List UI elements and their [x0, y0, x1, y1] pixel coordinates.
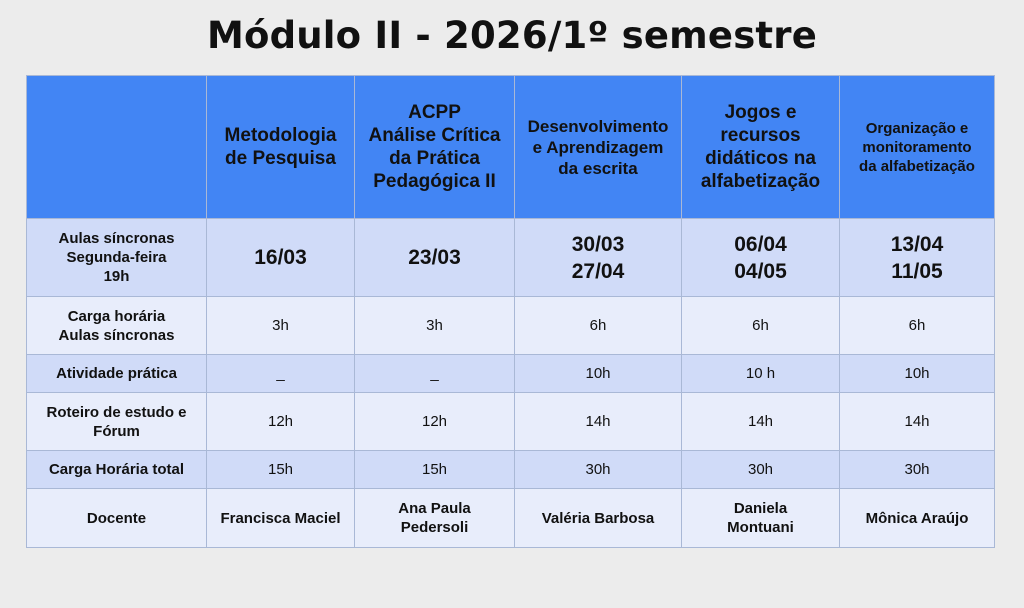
- value-cell: 30h: [515, 451, 682, 489]
- row-label: Roteiro de estudo e Fórum: [27, 393, 207, 451]
- teacher-cell: Ana Paula Pedersoli: [355, 489, 515, 548]
- header-row: [27, 76, 995, 219]
- value-cell: 10h: [840, 355, 995, 393]
- value-cell: _: [355, 355, 515, 393]
- value-cell: 14h: [515, 393, 682, 451]
- row-label: Carga Horária total: [27, 451, 207, 489]
- row-label: Carga horária Aulas síncronas: [27, 297, 207, 355]
- value-cell: 6h: [840, 297, 995, 355]
- row-atividade-pratica: [27, 355, 995, 393]
- teacher-cell: Daniela Montuani: [682, 489, 840, 548]
- value-cell: 6h: [515, 297, 682, 355]
- header-corner-cell: [27, 76, 207, 219]
- page-title: Módulo II - 2026/1º semestre: [206, 14, 818, 57]
- teacher-cell: Francisca Maciel: [207, 489, 355, 548]
- row-label: Docente: [27, 489, 207, 548]
- header-organizacao: Organização e monitoramento da alfabetização: [840, 76, 995, 219]
- value-cell: 6h: [682, 297, 840, 355]
- value-cell: 15h: [207, 451, 355, 489]
- row-label: Atividade prática: [27, 355, 207, 393]
- value-cell: 10h: [515, 355, 682, 393]
- row-label: Aulas síncronas Segunda-feira 19h: [27, 219, 207, 297]
- date-cell: 16/03: [207, 219, 355, 297]
- value-cell: 14h: [840, 393, 995, 451]
- value-cell: 15h: [355, 451, 515, 489]
- header-jogos: Jogos e recursos didáticos na alfabetização: [682, 76, 840, 219]
- date-cell: 23/03: [355, 219, 515, 297]
- row-carga-sincronas: [27, 297, 995, 355]
- teacher-cell: Valéria Barbosa: [515, 489, 682, 548]
- header-acpp: ACPP Análise Crítica da Prática Pedagógica II: [355, 76, 515, 219]
- value-cell: 3h: [207, 297, 355, 355]
- date-cell: 30/03 27/04: [515, 219, 682, 297]
- row-docente: [27, 489, 995, 548]
- header-desenvolvimento: Desenvolvimento e Aprendizagem da escrita: [515, 76, 682, 219]
- row-carga-total: [27, 451, 995, 489]
- date-cell: 13/04 11/05: [840, 219, 995, 297]
- row-aulas-sincronas: [27, 219, 995, 297]
- row-roteiro: [27, 393, 995, 451]
- value-cell: 30h: [840, 451, 995, 489]
- value-cell: 12h: [355, 393, 515, 451]
- value-cell: 3h: [355, 297, 515, 355]
- teacher-cell: Mônica Araújo: [840, 489, 995, 548]
- header-metodologia: Metodologia de Pesquisa: [207, 76, 355, 219]
- value-cell: 14h: [682, 393, 840, 451]
- value-cell: 12h: [207, 393, 355, 451]
- date-cell: 06/04 04/05: [682, 219, 840, 297]
- value-cell: 30h: [682, 451, 840, 489]
- value-cell: _: [207, 355, 355, 393]
- schedule-table: [26, 75, 995, 548]
- value-cell: 10 h: [682, 355, 840, 393]
